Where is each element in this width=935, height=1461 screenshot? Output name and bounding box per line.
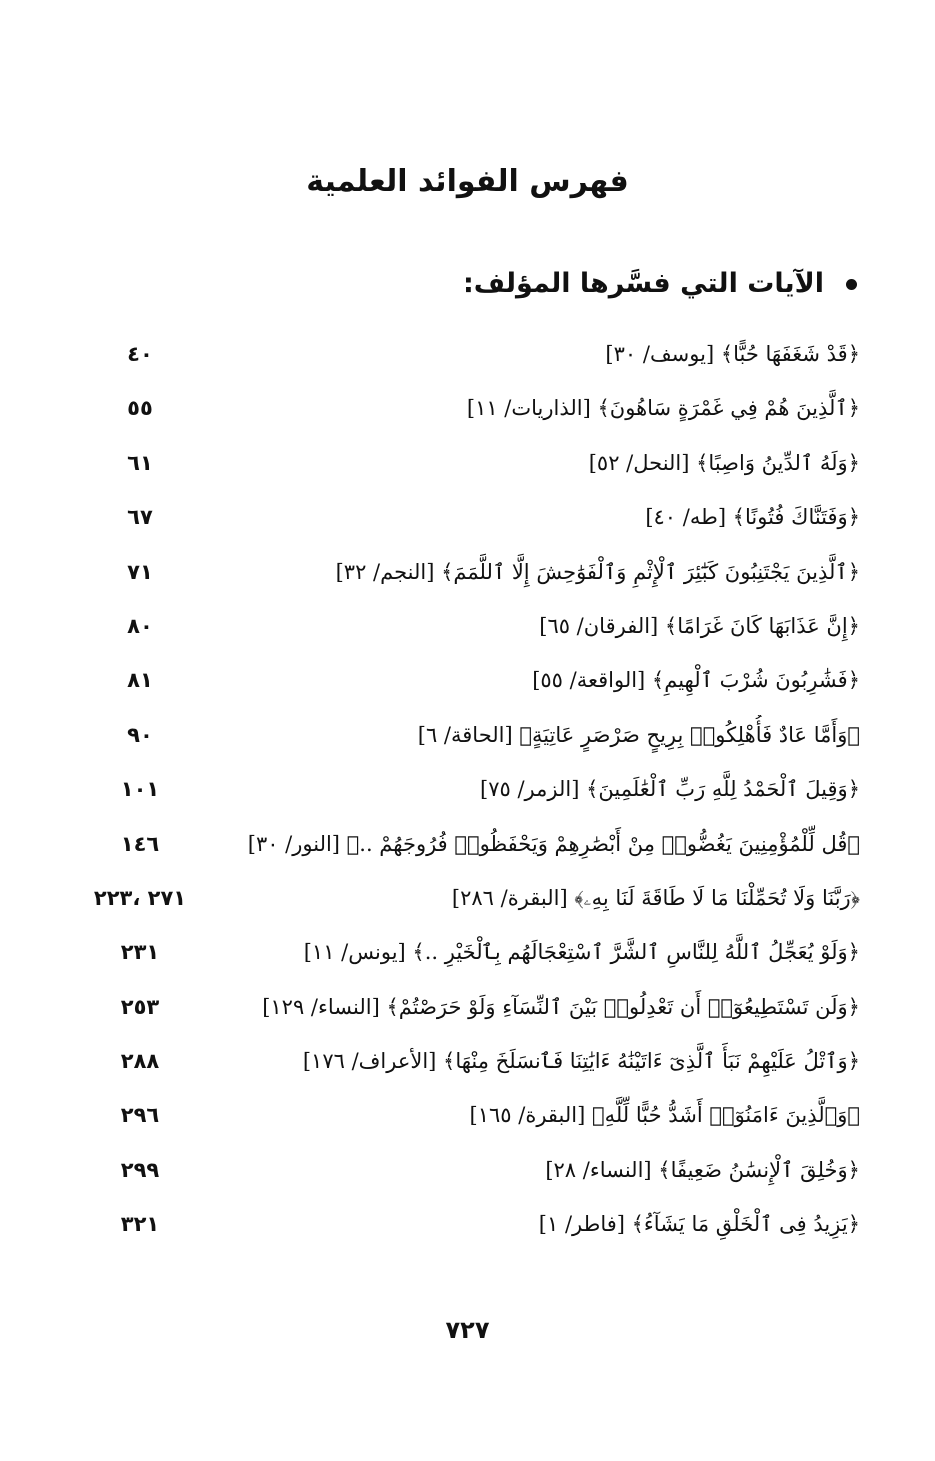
list-item <box>60 711 860 765</box>
list-item <box>60 602 860 656</box>
verse-reference: ﴿وَخُلِقَ ٱلْإِنسَٰنُ ضَعِيفًا﴾ [النساء/ ٢٨] <box>545 1157 860 1182</box>
list-item <box>60 656 860 710</box>
list-item <box>60 874 860 928</box>
page-reference: ١٤٦ <box>120 831 160 856</box>
list-item <box>60 493 860 547</box>
verse-reference: ﴿فَشَٰرِبُونَ شُرْبَ ٱلْهِيمِ﴾ [الواقعة/ ٥٥] <box>532 668 860 693</box>
page-reference: ٨٠ <box>127 613 153 638</box>
page-reference: ٦٧ <box>127 505 153 530</box>
page-reference: ٦١ <box>127 450 153 475</box>
list-item <box>60 439 860 493</box>
verse-reference: ﴿قَدْ شَغَفَهَا حُبًّا﴾ [يوسف/ ٣٠] <box>605 342 860 366</box>
verse-reference: ﴿قُل لِّلْمُؤْمِنِينَ يَغُضُّوا۟ مِنْ أَبْصَٰرِهِمْ وَيَحْفَظُوا۟ فُرُوجَهُمْ ..﴾ [النور/ ٣٠] <box>247 831 860 856</box>
list-item <box>60 548 860 602</box>
verse-reference: ﴿وَٱتْلُ عَلَيْهِمْ نَبَأَ ٱلَّذِىٓ ءَاتَيْنَٰهُ ءَايَٰتِنَا فَٱنسَلَخَ مِنْهَا﴾ [الأعراف/ ١٧٦] <box>302 1049 860 1074</box>
verse-reference: ﴿ٱلَّذِينَ يَجْتَنِبُونَ كَبَٰٓئِرَ ٱلْإِثْمِ وَٱلْفَوَٰحِشَ إِلَّا ٱللَّمَمَ﴾ [النجم/ ٣٢] <box>335 559 860 584</box>
page-reference: ٢٩٦ <box>120 1103 160 1128</box>
list-item <box>60 1037 860 1091</box>
list-item <box>60 1146 860 1200</box>
verse-reference: ﴿يَزِيدُ فِى ٱلْخَلْقِ مَا يَشَآءُ﴾ [فاطر/ ١] <box>538 1212 860 1237</box>
bullet-icon <box>846 279 857 290</box>
list-item <box>60 1200 860 1254</box>
verse-reference: ﴿وَٱلَّذِينَ ءَامَنُوٓا۟ أَشَدُّ حُبًّا لِّلَّهِ﴾ [البقرة/ ١٦٥] <box>469 1103 860 1128</box>
verse-reference: ﴿وَفَتَنَّاكَ فُتُونًا﴾ [طه/ ٤٠] <box>645 505 860 530</box>
page-reference: ٧١ <box>127 559 153 584</box>
section-heading-text: الآيات التي فسَّرها المؤلف: <box>462 268 824 299</box>
verse-reference: ﴿وَأَمَّا عَادٌ فَأُهْلِكُوا۟ بِرِيحٍ صَرْصَرٍ عَاتِيَةٍ﴾ [الحاقة/ ٦] <box>417 722 860 747</box>
verse-reference: ﴿وَلَن تَسْتَطِيعُوٓا۟ أَن تَعْدِلُوا۟ بَيْنَ ٱلنِّسَآءِ وَلَوْ حَرَصْتُمْ﴾ [النساء/ ١٢٩] <box>262 994 860 1019</box>
section-heading <box>463 262 857 306</box>
list-item <box>60 330 860 384</box>
list-item <box>60 983 860 1037</box>
verse-reference: ﴿وَلَوْ يُعَجِّلُ ٱللَّهُ لِلنَّاسِ ٱلشَّرَّ ٱسْتِعْجَالَهُم بِٱلْخَيْرِ ..﴾ [يونس/ ١١] <box>303 940 860 965</box>
page-reference: ٢٥٣ <box>120 994 160 1019</box>
verse-reference: ﴿رَبَّنَا وَلَا تُحَمِّلْنَا مَا لَا طَاقَةَ لَنَا بِهِۦ﴾ [البقرة/ ٢٨٦] <box>451 885 860 910</box>
page-reference: ١٠١ <box>120 777 160 802</box>
verse-reference: ﴿وَلَهُ ٱلدِّينُ وَاصِبًا﴾ [النحل/ ٥٢] <box>588 450 860 475</box>
list-item <box>60 384 860 438</box>
page-reference: ٢٣١ <box>120 940 160 965</box>
page-reference: ٩٠ <box>127 722 153 747</box>
list-item <box>60 928 860 982</box>
page-title: فهرس الفوائد العلمية <box>306 164 629 199</box>
page-reference: ٢٧١ ،٢٢٣ <box>93 885 187 910</box>
page-reference: ٢٨٨ <box>120 1049 160 1074</box>
page-reference: ٨١ <box>127 668 153 693</box>
page-number: ٧٢٧ <box>445 1316 490 1344</box>
page-reference: ٢٩٩ <box>120 1157 160 1182</box>
page-reference: ٣٢١ <box>120 1212 160 1237</box>
verse-reference: ﴿ٱلَّذِينَ هُمْ فِي غَمْرَةٍ سَاهُونَ﴾ [الذاريات/ ١١] <box>466 396 860 421</box>
verse-reference: ﴿إِنَّ عَذَابَهَا كَانَ غَرَامًا﴾ [الفرقان/ ٦٥] <box>539 613 860 638</box>
verse-reference: ﴿وَقِيلَ ٱلْحَمْدُ لِلَّهِ رَبِّ ٱلْعَٰلَمِينَ﴾ [الزمر/ ٧٥] <box>480 777 860 802</box>
page-reference: ٥٥ <box>127 396 153 421</box>
list-item <box>60 1091 860 1145</box>
list-item <box>60 820 860 874</box>
verse-index-list <box>60 330 860 1255</box>
page-reference: ٤٠ <box>127 342 153 366</box>
list-item <box>60 765 860 819</box>
